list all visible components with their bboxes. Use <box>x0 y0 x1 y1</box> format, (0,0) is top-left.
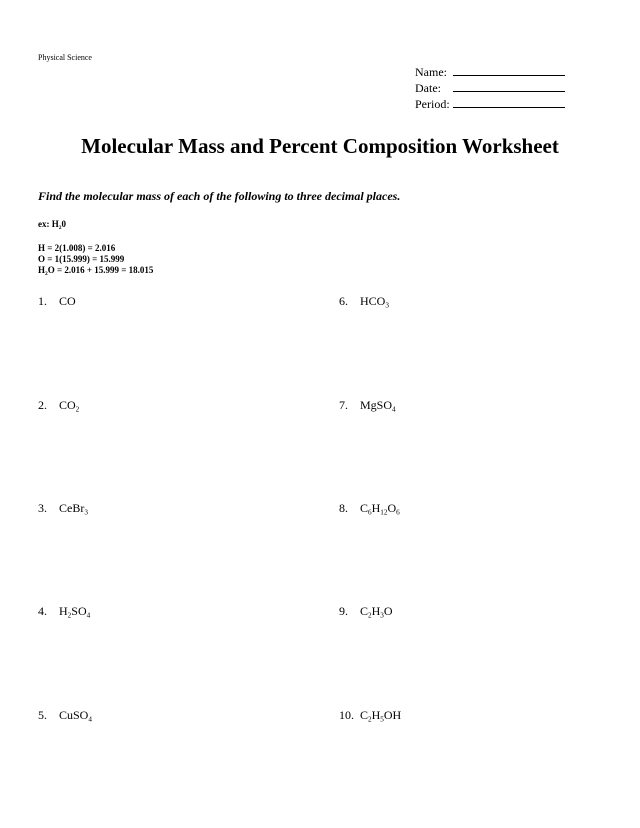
formula-text: CeBr <box>59 501 85 515</box>
problem-formula <box>360 708 401 722</box>
formula-subscript: 5 <box>380 715 384 724</box>
example-total-subscript: 2 <box>45 270 48 277</box>
example-step-oxygen: O = 1(15.999) = 15.999 <box>38 254 125 264</box>
formula-subscript: 4 <box>392 405 396 414</box>
formula-text: MgSO <box>360 398 393 412</box>
problem-number: 1. <box>38 294 47 308</box>
formula-text: H <box>371 708 381 722</box>
formula-text: SO <box>71 604 87 618</box>
example-label-suffix: 0 <box>61 219 66 229</box>
date-blank-line[interactable] <box>453 80 565 92</box>
problem-item <box>339 501 400 516</box>
formula-text: H <box>371 604 381 618</box>
period-field[interactable] <box>415 96 565 112</box>
formula-text: H <box>371 501 381 515</box>
example-step-hydrogen: H = 2(1.008) = 2.016 <box>38 243 116 253</box>
example-step-total <box>38 265 153 276</box>
problem-item <box>339 294 389 309</box>
formula-subscript: 2 <box>75 405 80 414</box>
problem-number: 4. <box>38 604 47 618</box>
problem-item <box>38 294 76 309</box>
formula-subscript: 3 <box>380 611 384 620</box>
formula-text: C <box>360 501 369 515</box>
formula-text: HCO <box>360 294 386 308</box>
problem-formula <box>59 501 88 515</box>
formula-text: CuSO <box>59 708 89 722</box>
problem-formula <box>59 604 90 618</box>
formula-subscript: 6 <box>396 508 400 517</box>
problem-formula <box>59 398 79 412</box>
example-steps <box>38 243 153 276</box>
date-label: Date: <box>415 81 441 95</box>
name-label: Name: <box>415 65 447 79</box>
problem-item <box>339 708 401 723</box>
formula-text: CO <box>59 294 76 308</box>
problem-item <box>339 604 393 619</box>
example-total-prefix: H <box>38 265 46 275</box>
instructions: Find the molecular mass of each of the following to three decimal places. <box>38 189 401 203</box>
formula-text: C <box>360 708 369 722</box>
problem-item <box>38 398 79 413</box>
problem-item <box>38 708 92 723</box>
formula-text: C <box>360 604 369 618</box>
problem-number: 6. <box>339 294 348 308</box>
formula-text: OH <box>383 708 402 722</box>
formula-text: CO <box>59 398 76 412</box>
formula-text: O <box>387 501 397 515</box>
formula-subscript: 4 <box>88 715 92 724</box>
problem-item <box>339 398 396 413</box>
problem-formula <box>360 294 389 308</box>
problem-formula <box>59 294 76 308</box>
formula-subscript: 3 <box>385 301 389 310</box>
problem-formula <box>360 398 396 412</box>
problem-item <box>38 501 88 516</box>
problem-formula <box>360 604 393 618</box>
course-name: Physical Science <box>38 53 92 62</box>
example-label <box>38 219 66 229</box>
problem-formula <box>360 501 400 515</box>
problem-number: 2. <box>38 398 47 412</box>
formula-subscript: 3 <box>84 508 88 517</box>
example-label-prefix: ex: H <box>38 219 59 229</box>
formula-text: O <box>383 604 393 618</box>
problem-formula <box>59 708 92 722</box>
problem-number: 8. <box>339 501 348 515</box>
formula-subscript: 2 <box>368 611 372 620</box>
formula-subscript: 2 <box>368 715 372 724</box>
problem-number: 5. <box>38 708 47 722</box>
formula-subscript: 6 <box>368 508 372 517</box>
problem-number: 7. <box>339 398 348 412</box>
formula-subscript: 2 <box>67 611 72 620</box>
formula-subscript: 4 <box>86 611 91 620</box>
problem-number: 9. <box>339 604 348 618</box>
name-blank-line[interactable] <box>453 64 565 76</box>
name-field[interactable] <box>415 64 565 80</box>
example-label-subscript: 2 <box>58 224 62 231</box>
problem-number: 10. <box>339 708 354 722</box>
period-blank-line[interactable] <box>453 96 565 108</box>
date-field[interactable] <box>415 80 565 96</box>
student-info-fields <box>415 64 565 112</box>
formula-text: H <box>59 604 68 618</box>
worksheet-title: Molecular Mass and Percent Composition Worksheet <box>81 134 559 158</box>
problem-item <box>38 604 90 619</box>
period-label: Period: <box>415 97 450 111</box>
problem-number: 3. <box>38 501 47 515</box>
example-total-suffix: O = 2.016 + 15.999 = 18.015 <box>47 265 154 275</box>
formula-subscript: 12 <box>380 508 388 517</box>
